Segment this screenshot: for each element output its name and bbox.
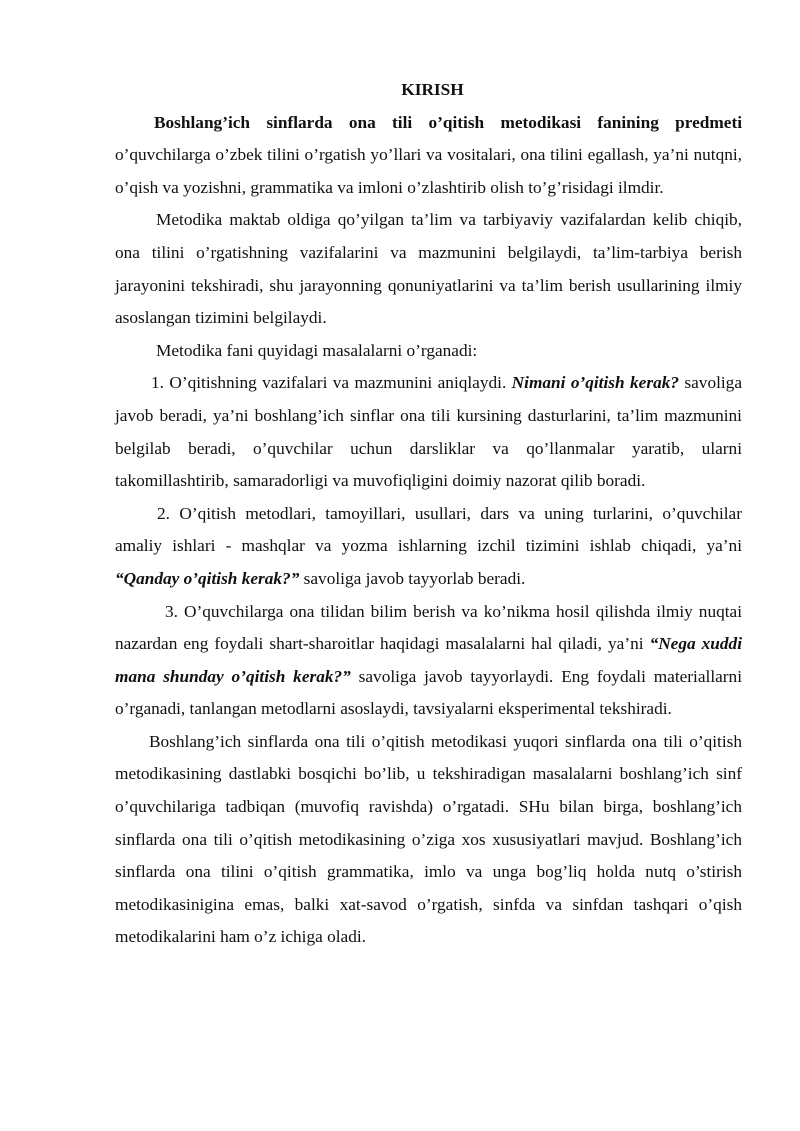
task-item-3-before: 3. O’quvchilarga ona tilidan bilim berish va ko’nikma hosil qilishda ilmiy nuqtai nazardan eng foydali shart-sharoitlar haqidagi masalalarni hal qiladi, ya’ni [115, 601, 742, 654]
page-title: KIRISH [401, 80, 464, 99]
task-item-1-after: savoliga javob beradi, ya’ni boshlang’ich sinflar ona tili kursining dasturlarini, ta’lim mazmunini belgilab beradi, o’quvchilar uchun darsliklar va qo’llanmalar yaratib, ularni takomillashtirib, samaradorligi va muvofiqligini doimiy nazorat qilib boradi. [115, 373, 742, 491]
intro-text: o’quvchilarga o’zbek tilini o’rgatish yo’llari va vositalari, ona tilini egallash, ya’ni nutqni, o’qish va yozishni, grammatika va imloni o’zlashtirib olish to’g’risidagi ilmdir. [115, 145, 742, 197]
task-item-2-before: 2. O’qitish metodlari, tamoyillari, usullari, dars va uning turlarini, o’quvchilar amaliy ishlari - mashqlar va yozma ishlarning izchil tizimini ishlab chiqadi, ya’ni [115, 503, 742, 556]
task-item-2-after: savoliga javob tayyorlab beradi. [299, 568, 526, 588]
closing-paragraph: Boshlang’ich sinflarda ona tili o’qitish metodikasi yuqori sinflarda ona tili o’qitish metodikasining dastlabki bosqichi bo’lib, u tekshiradigan masalalarni boshlang’ich sinf o’quvchilariga tadbiqan (muvofiq ravishda) o’rgatadi. SHu bilan birga, boshlang’ich sinflarda ona tili o’qitish metodikasining o’ziga xos xususiyatlari mavjud. Boshlang’ich sinflarda ona tilini o’qitish grammatika, imlo va unga bog’liq holda nutq o’stirish metodikasinigina emas, balki xat-savod o’rgatish, sinfda va sinfdan tashqari o’qish metodikalarini ham o’z ichiga oladi. [115, 731, 742, 947]
task-item-3-question: “Nega xuddi mana shunday o’qitish kerak?” [115, 634, 742, 686]
task-item-2 [115, 498, 742, 596]
task-item-2-question: “Qanday o’qitish kerak?” [115, 568, 300, 588]
task-item-3-after: savoliga javob tayyorlaydi. Eng foydali materiallarni o’rganadi, tanlangan metodlarni asoslaydi, tavsiyalarni eksperimental tekshiradi. [115, 666, 742, 719]
intro-paragraph [115, 107, 742, 205]
subject-lead: Boshlang’ich sinflarda ona tili o’qitish metodikasi fanining predmeti [154, 112, 742, 132]
task-item-1-question: Nimani o’qitish kerak? [511, 373, 679, 393]
task-item-3 [115, 596, 742, 726]
tasks-heading: Metodika fani quyidagi masalalarni o’rganadi: [156, 340, 478, 360]
method-paragraph: Metodika maktab oldiga qo’yilgan ta’lim va tarbiyaviy vazifalardan kelib chiqib, ona tilini o’rgatishning vazifalarini va mazmunini belgilaydi, ta’lim-tarbiya berish jarayonini tekshiradi, shu jarayonning qonuniyatlarini va ta’lim berish usullarining ilmiy asoslangan tizimini belgilaydi. [115, 210, 742, 328]
document-page [115, 74, 742, 954]
task-item-1 [115, 367, 742, 497]
task-item-1-before: 1. O’qitishning vazifalari va mazmunini aniqlaydi. [151, 373, 512, 393]
